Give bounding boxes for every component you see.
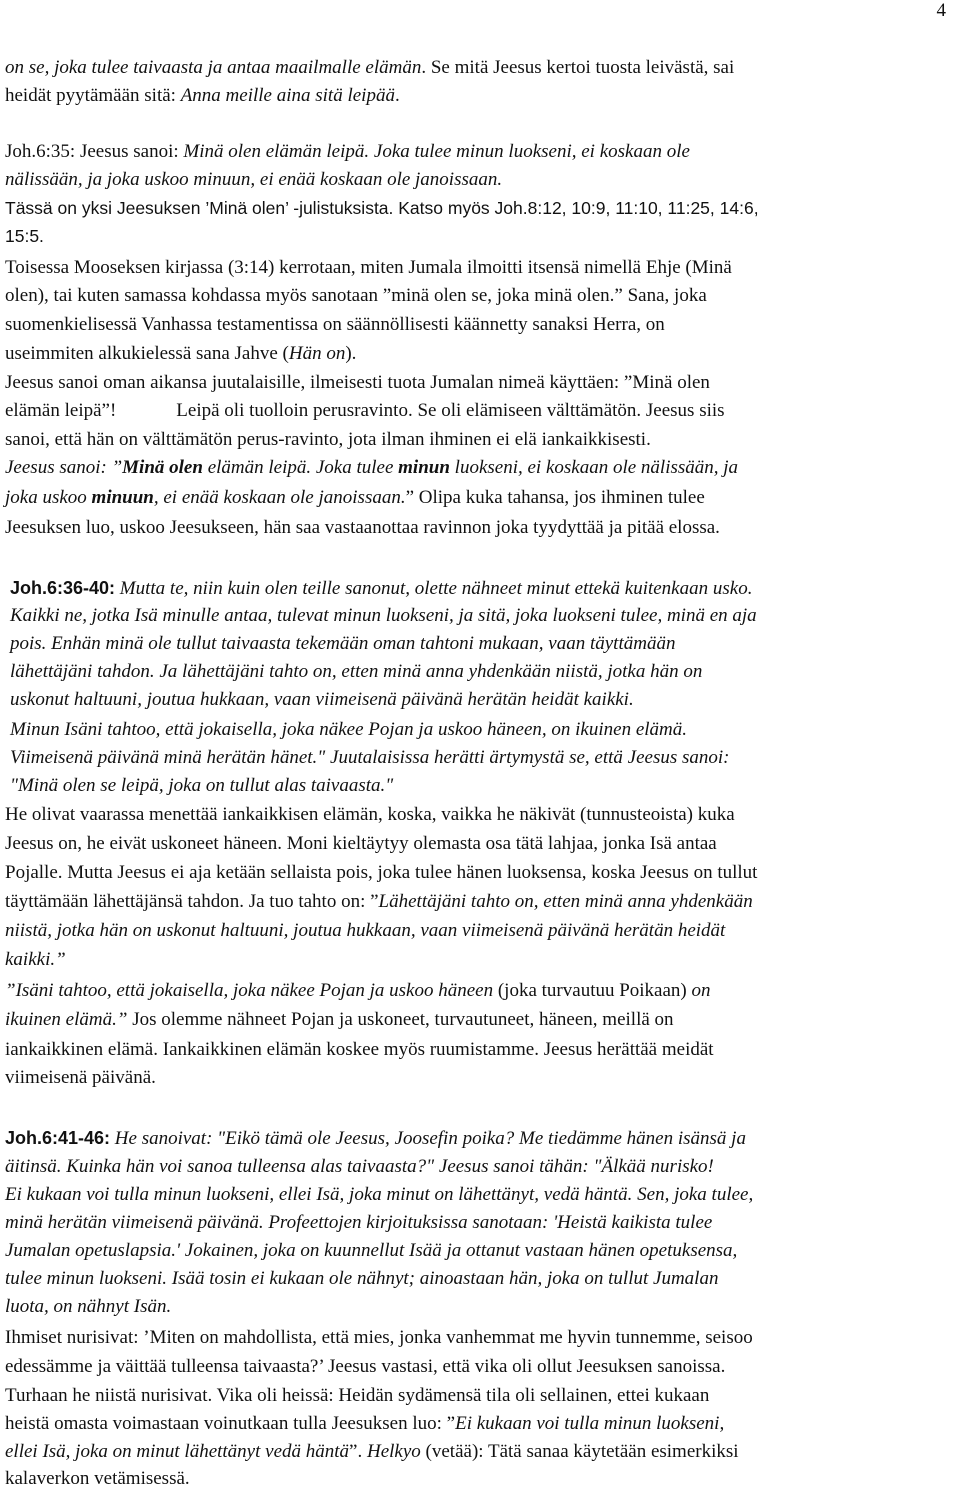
text-line: Tässä on yksi Jeesuksen ’Minä olen’ -julistuksista. Katso myös Joh.8:12, 10:9, 11:10, 11:25, 14:6, <box>5 198 759 218</box>
text-span: Leipä oli tuolloin perusravinto. Se oli elämiseen välttämätön. Jeesus siis <box>176 400 725 421</box>
text-line <box>5 456 738 480</box>
text-line <box>5 1008 674 1032</box>
text-line: Jeesus on, he eivät uskoneet häneen. Moni kieltäytyy olemasta osa tätä lahjaa, jonka Isä antaa <box>5 833 717 854</box>
italic-text: uskonut haltuuni, joutua hukkaan, vaan viimeisenä päivänä herätän heidät kaikki. <box>10 689 634 710</box>
text-line <box>10 688 634 712</box>
text-line <box>5 140 690 164</box>
text-span: ). <box>345 343 357 364</box>
scripture-reference: Joh.6:41-46: <box>5 1128 111 1148</box>
text-span: heidät pyytämään sitä: <box>5 85 181 106</box>
italic-text: He sanoivat: "Eikö tämä ole Jeesus, Joosefin poika? Me tiedämme hänen isänsä ja <box>110 1128 746 1149</box>
italic-text: Mutta te, niin kuin olen teille sanonut, olette nähneet minut ettekä kuitenkaan usko. <box>115 578 753 599</box>
italic-text: Minä olen elämän leipä. Joka tulee minun luokseni, ei koskaan ole <box>183 141 690 162</box>
bold-italic-text: minun <box>398 457 450 478</box>
italic-text: ellei Isä, joka on minut lähettänyt vedä häntä <box>5 1441 350 1462</box>
text-line <box>5 342 356 366</box>
italic-text: Jumalan opetuslapsia.' Jokainen, joka on kuunnellut Isää ja ottanut vastaan hänen opetuksensa, <box>5 1240 738 1261</box>
italic-text: Viimeisenä päivänä minä herätän hänet." Juutalaisissa herätti ärtymystä se, että Jeesus sanoi: <box>10 747 730 768</box>
text-line: iankaikkinen elämä. Iankaikkinen elämän koskee myös ruumistamme. Jeesus herättää meidät <box>5 1039 714 1060</box>
italic-text: lähettäjäni tahdon. Ja lähettäjäni tahto on, etten minä anna yhdenkään niistä, jotka hän on <box>10 661 703 682</box>
text-line: He olivat vaarassa menettää iankaikkisen elämän, koska, vaikka he näkivät (tunnusteoista) kuka <box>5 804 735 825</box>
text-span: useimmiten alkukielessä sana Jahve ( <box>5 343 289 364</box>
text-span: ” Olipa kuka tahansa, jos ihminen tulee <box>405 487 705 508</box>
text-line <box>5 56 734 80</box>
text-line: suomenkielisessä Vanhassa testamentissa on säännöllisesti käännetty sanaksi Herra, on <box>5 314 665 335</box>
text-line <box>5 1440 739 1464</box>
text-line <box>5 1239 737 1263</box>
text-line <box>5 1295 171 1319</box>
italic-text: ikuinen elämä.” <box>5 1009 128 1030</box>
text-line: viimeisenä päivänä. <box>5 1067 156 1088</box>
text-line <box>10 632 675 656</box>
text-line <box>10 718 687 742</box>
text-line <box>10 604 757 628</box>
bold-italic-text: minuun <box>91 487 154 508</box>
italic-text: Anna meille aina sitä leipää <box>180 85 395 106</box>
scripture-reference: Joh.6:36-40: <box>10 578 116 598</box>
text-line <box>10 660 702 684</box>
text-line <box>5 1155 714 1179</box>
text-span: (vetää): Tätä sanaa käytetään esimerkiksi <box>420 1441 739 1462</box>
bold-italic-text: Minä olen <box>122 457 203 478</box>
text-span: . Se mitä Jeesus kertoi tuosta leivästä, sai <box>421 57 735 78</box>
text-line <box>5 486 705 510</box>
italic-text: joka uskoo <box>5 487 92 508</box>
italic-text: Minun Isäni tahtoo, että jokaisella, joka näkee Pojan ja uskoo häneen, on ikuinen elämä. <box>10 719 688 740</box>
italic-text: Kaikki ne, jotka Isä minulle antaa, tulevat minun luokseni, ja sitä, joka luokseni tulee, minä en aja <box>10 605 757 626</box>
text-span: heistä omasta voimastaan voinutkaan tulla Jeesuksen luo: ” <box>5 1413 456 1434</box>
italic-text: on <box>691 980 711 1001</box>
italic-text: nälissään, ja joka uskoo minuun, ei enää koskaan ole janoissaan. <box>5 169 503 190</box>
italic-text: Jeesus sanoi: ” <box>5 457 123 478</box>
text-line: 15:5. <box>5 226 44 246</box>
text-span: ”. <box>349 1441 363 1462</box>
italic-text: elämän leipä. Joka tulee <box>202 457 399 478</box>
text-line: Ihmiset nurisivat: ’Miten on mahdollista, että mies, jonka vanhemmat me hyvin tunnemme, seisoo <box>5 1327 753 1348</box>
italic-text: Hän on <box>288 343 346 364</box>
text-span: elämän leipä”! <box>5 400 117 421</box>
italic-text: tulee minun luokseni. Isää tosin ei kukaan ole nähnyt; ainoastaan hän, joka on tullut Jumalan <box>5 1268 719 1289</box>
italic-text: luokseni, ei koskaan ole nälissään, ja <box>449 457 739 478</box>
text-line <box>5 979 711 1003</box>
text-line <box>5 1211 712 1235</box>
text-line: kalaverkon vetämisessä. <box>5 1468 190 1489</box>
page-number: 4 <box>936 0 946 21</box>
italic-text: ”Isäni tahtoo, että jokaisella, joka näkee Pojan ja uskoo häneen <box>5 980 494 1001</box>
text-line: Jeesuksen luo, uskoo Jeesukseen, hän saa vastaanottaa ravinnon joka tyydyttää ja pitää elossa. <box>5 517 720 538</box>
italic-text: pois. Enhän minä ole tullut taivaasta tekemään oman tahtoni mukaan, vaan täyttämään <box>10 633 676 654</box>
text-line <box>10 774 393 798</box>
text-line: Turhaan he niistä nurisivat. Vika oli heissä: Heidän sydämensä tila oli sellainen, ettei kukaan <box>5 1385 710 1406</box>
italic-text: äitinsä. Kuinka hän voi sanoa tulleensa alas taivaasta?" Jeesus sanoi tähän: "Älkää nurisko! <box>5 1156 714 1177</box>
text-line: sanoi, että hän on välttämätön perus-ravinto, jota ilman ihminen ei elä iankaikkisesti. <box>5 429 651 450</box>
text-span: (joka turvautuu Poikaan) <box>493 980 692 1001</box>
text-line <box>5 890 753 914</box>
text-span: . <box>394 85 400 106</box>
italic-text: Ei kukaan voi tulla minun luokseni, <box>455 1413 725 1434</box>
text-line: Pojalle. Mutta Jeesus ei aja ketään sellaista pois, joka tulee hänen luoksensa, koska Jeesus on tullut <box>5 862 758 883</box>
italic-text: Ei kukaan voi tulla minun luokseni, ellei Isä, joka minut on lähettänyt, vedä häntä. Sen, joka tulee, <box>5 1184 754 1205</box>
text-line <box>5 1126 746 1151</box>
text-line <box>5 1412 724 1436</box>
text-line <box>5 1267 718 1291</box>
text-line: edessämme ja väittää tulleensa taivaasta?’ Jeesus vastasi, että vika oli ollut Jeesuksen sanoissa. <box>5 1356 726 1377</box>
italic-text: Lähettäjäni tahto on, etten minä anna yhdenkään <box>378 891 753 912</box>
italic-text: , ei enää koskaan ole janoissaan. <box>153 487 406 508</box>
text-line <box>5 948 66 972</box>
text-span: Jos olemme nähneet Pojan ja uskoneet, turvautuneet, häneen, meillä on <box>127 1009 674 1030</box>
text-line <box>5 168 502 192</box>
text-line <box>5 399 725 423</box>
text-line <box>5 84 400 108</box>
italic-text: niistä, jotka hän on uskonut haltuuni, joutua hukkaan, vaan viimeisenä päivänä herätän heidät <box>5 920 726 941</box>
italic-text: luota, on nähnyt Isän. <box>5 1296 172 1317</box>
text-line: olen), tai kuten samassa kohdassa myös sanotaan ”minä olen se, joka minä olen.” Sana, joka <box>5 285 707 306</box>
text-span: Joh.6:35: Jeesus sanoi: <box>5 141 184 162</box>
italic-text: minä herätän viimeisenä päivänä. Profeettojen kirjoituksissa sanotaan: 'Heistä kaikista tulee <box>5 1212 713 1233</box>
text-line <box>10 746 730 770</box>
text-line: Toisessa Mooseksen kirjassa (3:14) kerrotaan, miten Jumala ilmoitti itsensä nimellä Ehje (Minä <box>5 257 732 278</box>
text-line: Jeesus sanoi oman aikansa juutalaisille, ilmeisesti tuota Jumalan nimeä käyttäen: ”Minä olen <box>5 372 710 393</box>
italic-text: "Minä olen se leipä, joka on tullut alas taivaasta." <box>10 775 394 796</box>
italic-text: Helkyo <box>362 1441 421 1462</box>
text-span: täyttämään lähettäjänsä tahdon. Ja tuo tahto on: ” <box>5 891 379 912</box>
text-line <box>5 919 725 943</box>
text-line <box>10 576 752 601</box>
italic-text: on se, joka tulee taivaasta ja antaa maailmalle elämän <box>5 57 422 78</box>
italic-text: kaikki.” <box>5 949 66 970</box>
text-line <box>5 1183 753 1207</box>
